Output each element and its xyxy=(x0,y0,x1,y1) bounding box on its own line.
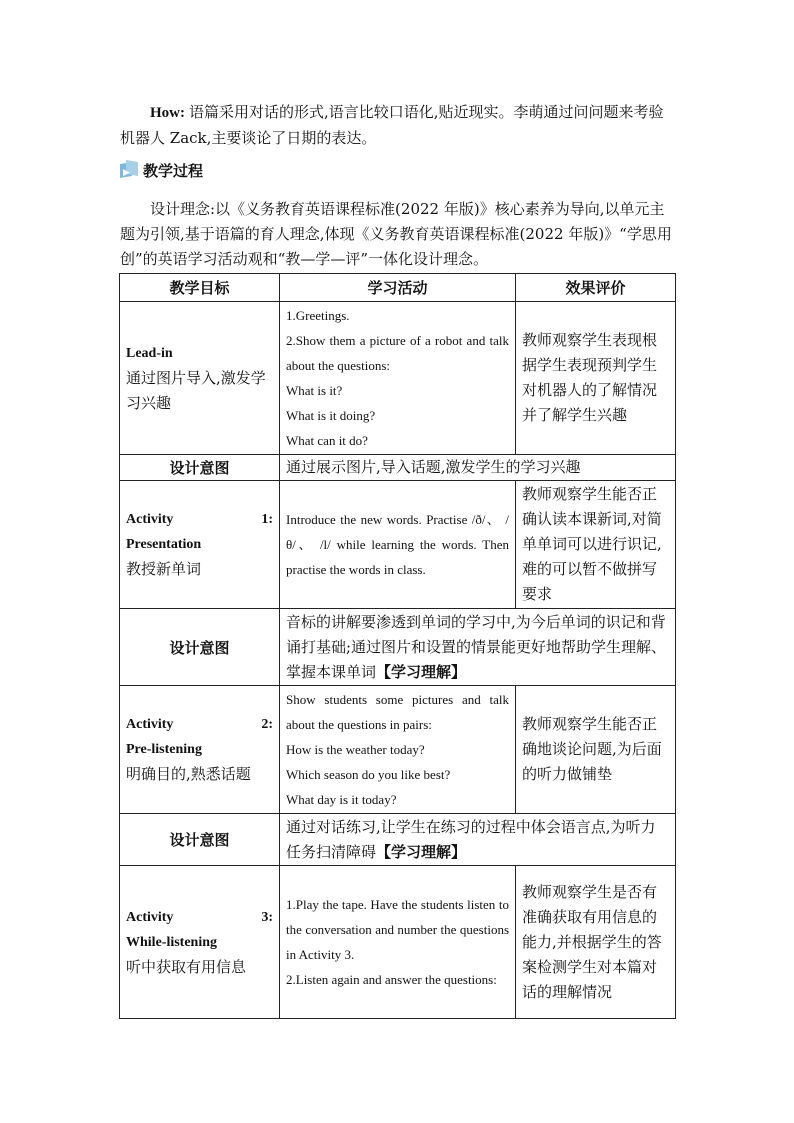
activity-line: Show students some pictures and talk about the questions in pairs: xyxy=(286,692,509,732)
table-row-activity-1 xyxy=(120,481,676,609)
activity-line: What is it? xyxy=(286,383,343,398)
activity-2-evaluation-cell: 教师观察学生能否正确地谈论问题,为后面的听力做铺垫 xyxy=(516,686,676,814)
activity-line: What can it do? xyxy=(286,433,368,448)
section-heading xyxy=(119,158,203,182)
activity-1-goal-cell xyxy=(120,481,280,609)
table-row-intent-3 xyxy=(120,814,676,866)
activity-1-activity-cell: Introduce the new words. Practise /ð/、 /θ/、 /l/ while learning the words. Then practise the words in class. xyxy=(280,481,516,609)
section-title: 教学过程 xyxy=(143,161,204,180)
intent-label: 设计意图 xyxy=(120,609,280,686)
table-header-row xyxy=(120,274,676,302)
intent-label: 设计意图 xyxy=(120,455,280,481)
table-row-intent-2 xyxy=(120,609,676,686)
activity-line: What day is it today? xyxy=(286,792,397,807)
activity-3-goal-cell xyxy=(120,866,280,1019)
activity-1-stage: Presentation xyxy=(126,537,202,552)
activity-line: 2.Listen again and answer the questions: xyxy=(286,972,497,987)
activity-2-stage: Pre-listening xyxy=(126,742,202,757)
intent-text: 音标的讲解要渗透到单词的学习中,为今后单词的识记和背诵打基础;通过图片和设置的情景能更好地帮助学生理解、掌握本课单词【学习理解】 xyxy=(280,609,676,686)
activity-line: How is the weather today? xyxy=(286,742,425,757)
activity-line: What is it doing? xyxy=(286,408,376,423)
table-row-activity-2 xyxy=(120,686,676,814)
lead-in-activity-cell xyxy=(280,302,516,455)
activity-1-evaluation-cell: 教师观察学生能否正确认读本课新词,对简单单词可以进行识记,难的可以暂不做拼写要求 xyxy=(516,481,676,609)
table-row-intent-1 xyxy=(120,455,676,481)
activity-line: 1.Greetings. xyxy=(286,308,350,323)
activity-2-activity-cell xyxy=(280,686,516,814)
header-evaluation: 效果评价 xyxy=(516,274,676,302)
activity-2-goal-text: 明确目的,熟悉话题 xyxy=(126,765,251,783)
activity-line: Which season do you like best? xyxy=(286,767,451,782)
intent-text: 通过对话练习,让学生在练习的过程中体会语言点,为听力任务扫清障碍【学习理解】 xyxy=(280,814,676,866)
section-marker-icon: ▶ xyxy=(119,161,139,179)
how-text: 语篇采用对话的形式,语言比较口语化,贴近现实。李萌通过问问题来考验机器人 Zack,主要谈论了日期的表达。 xyxy=(120,103,664,147)
lead-in-evaluation-cell: 教师观察学生表现根据学生表现预判学生对机器人的了解情况并了解学生兴趣 xyxy=(516,302,676,455)
activity-3-activity-cell xyxy=(280,866,516,1019)
intent-tag: 【学习理解】 xyxy=(376,662,467,681)
intent-label: 设计意图 xyxy=(120,814,280,866)
activity-2-goal-cell xyxy=(120,686,280,814)
activity-line: 1.Play the tape. Have the students listen to the conversation and number the questions in Activity 3. xyxy=(286,897,509,962)
activity-1-title: Activity 1: xyxy=(126,512,273,527)
how-label: How: xyxy=(150,105,185,121)
activity-3-title: Activity 3: xyxy=(126,909,273,925)
intent-text: 通过展示图片,导入话题,激发学生的学习兴趣 xyxy=(280,455,676,481)
table-row-activity-3 xyxy=(120,866,676,1019)
lead-in-title: Lead-in xyxy=(126,345,173,361)
header-activity: 学习活动 xyxy=(280,274,516,302)
lead-in-goal-text: 通过图片导入,激发学习兴趣 xyxy=(126,368,266,412)
intent-tag: 【学习理解】 xyxy=(376,842,467,861)
activity-3-goal-text: 听中获取有用信息 xyxy=(126,957,247,976)
activity-2-title: Activity 2: xyxy=(126,717,273,732)
activity-3-stage: While-listening xyxy=(126,934,218,950)
how-paragraph xyxy=(120,100,676,151)
lead-in-goal-cell xyxy=(120,302,280,455)
activity-3-evaluation-cell: 教师观察学生是否有准确获取有用信息的能力,并根据学生的答案检测学生对本篇对话的理解情况 xyxy=(516,866,676,1019)
activity-1-goal-text: 教授新单词 xyxy=(126,560,202,578)
header-goal: 教学目标 xyxy=(120,274,280,302)
activity-line: 2.Show them a picture of a robot and talk about the questions: xyxy=(286,333,509,373)
table-row-lead-in xyxy=(120,302,676,455)
lesson-table xyxy=(119,273,676,1019)
design-concept-paragraph: 设计理念:以《义务教育英语课程标准(2022 年版)》核心素养为导向,以单元主题为引领,基于语篇的育人理念,体现《义务教育英语课程标准(2022 年版)》“学思用创”的英语学习活动观和“教—学—评”一体化设计理念。 xyxy=(120,200,672,268)
